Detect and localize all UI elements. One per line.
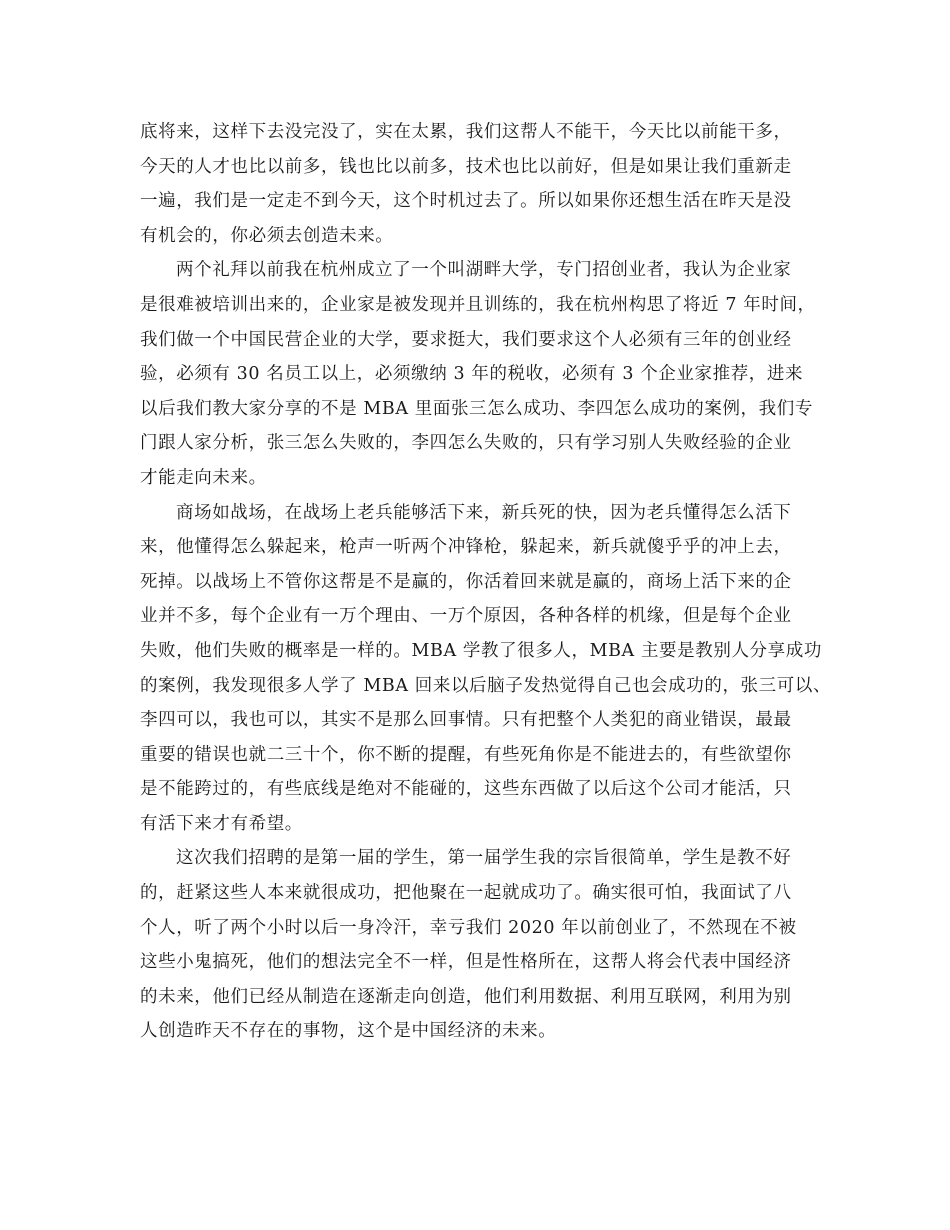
paragraph-1 [140, 115, 820, 253]
text-line: 来，他懂得怎么躲起来，枪声一听两个冲锋枪，躲起来，新兵就傻乎乎的冲上去， [140, 537, 792, 558]
text-line: 的案例，我发现很多人学了 MBA 回来以后脑子发热觉得自己也会成功的，张三可以、 [140, 675, 832, 696]
document-body [140, 115, 832, 1049]
paragraph-4 [140, 841, 820, 1049]
text-line: 业并不多，每个企业有一万个理由、一万个原因，各种各样的机缘，但是每个企业 [140, 606, 792, 627]
text-line: 以后我们教大家分享的不是 MBA 里面张三怎么成功、李四怎么成功的案例，我们专 [140, 398, 813, 419]
text-line: 今天的人才也比以前多，钱也比以前多，技术也比以前好，但是如果让我们重新走 [140, 156, 792, 177]
text-line: 底将来，这样下去没完没了，实在太累，我们这帮人不能干，今天比以前能干多， [140, 122, 792, 142]
paragraph-3 [140, 496, 832, 842]
text-line: 失败，他们失败的概率是一样的。MBA 学教了很多人，MBA 主要是教别人分享成功 [140, 640, 822, 661]
text-line: 有活下来才有希望。 [140, 813, 303, 834]
text-line: 验，必须有 30 名员工以上，必须缴纳 3 年的税收，必须有 3 个企业家推荐，进来 [140, 364, 804, 385]
text-line: 我们做一个中国民营企业的大学，要求挺大，我们要求这个人必须有三年的创业经 [140, 329, 792, 350]
text-line: 才能走向未来。 [140, 467, 267, 488]
text-line: 重要的错误也就二三十个，你不断的提醒，有些死角你是不能进去的，有些欲望你 [140, 744, 792, 765]
text-line: 是很难被培训出来的，企业家是被发现并且训练的，我在杭州构思了将近 7 年时间， [140, 294, 816, 315]
text-line: 这些小鬼搞死，他们的想法完全不一样，但是性格所在，这帮人将会代表中国经济 [140, 952, 792, 973]
text-line: 这次我们招聘的是第一届的学生，第一届学生我的宗旨很简单，学生是教不好 [176, 848, 792, 869]
text-line: 李四可以，我也可以，其实不是那么回事情。只有把整个人类犯的商业错误，最最 [140, 710, 792, 731]
text-line: 商场如战场，在战场上老兵能够活下来，新兵死的快，因为老兵懂得怎么活下 [176, 502, 792, 523]
text-line: 的，赶紧这些人本来就很成功，把他聚在一起就成功了。确实很可怕，我面试了八 [140, 883, 792, 904]
text-line: 门跟人家分析，张三怎么失败的，李四怎么失败的，只有学习别人失败经验的企业 [140, 433, 792, 454]
text-line: 个人，听了两个小时以后一身冷汗，幸亏我们 2020 年以前创业了，不然现在不被 [140, 917, 797, 938]
text-line: 是不能跨过的，有些底线是绝对不能碰的，这些东西做了以后这个公司才能活，只 [140, 779, 792, 800]
text-line: 死掉。以战场上不管你这帮是不是赢的，你活着回来就是赢的，商场上活下来的企 [140, 571, 792, 592]
text-line: 的未来，他们已经从制造在逐渐走向创造，他们利用数据、利用互联网，利用为别 [140, 986, 792, 1007]
text-line: 人创造昨天不存在的事物，这个是中国经济的未来。 [140, 1021, 557, 1042]
text-line: 两个礼拜以前我在杭州成立了一个叫湖畔大学，专门招创业者，我认为企业家 [176, 260, 792, 281]
paragraph-2 [140, 253, 820, 495]
text-line: 有机会的，你必须去创造未来。 [140, 225, 394, 246]
text-line: 一遍，我们是一定走不到今天，这个时机过去了。所以如果你还想生活在昨天是没 [140, 191, 792, 212]
